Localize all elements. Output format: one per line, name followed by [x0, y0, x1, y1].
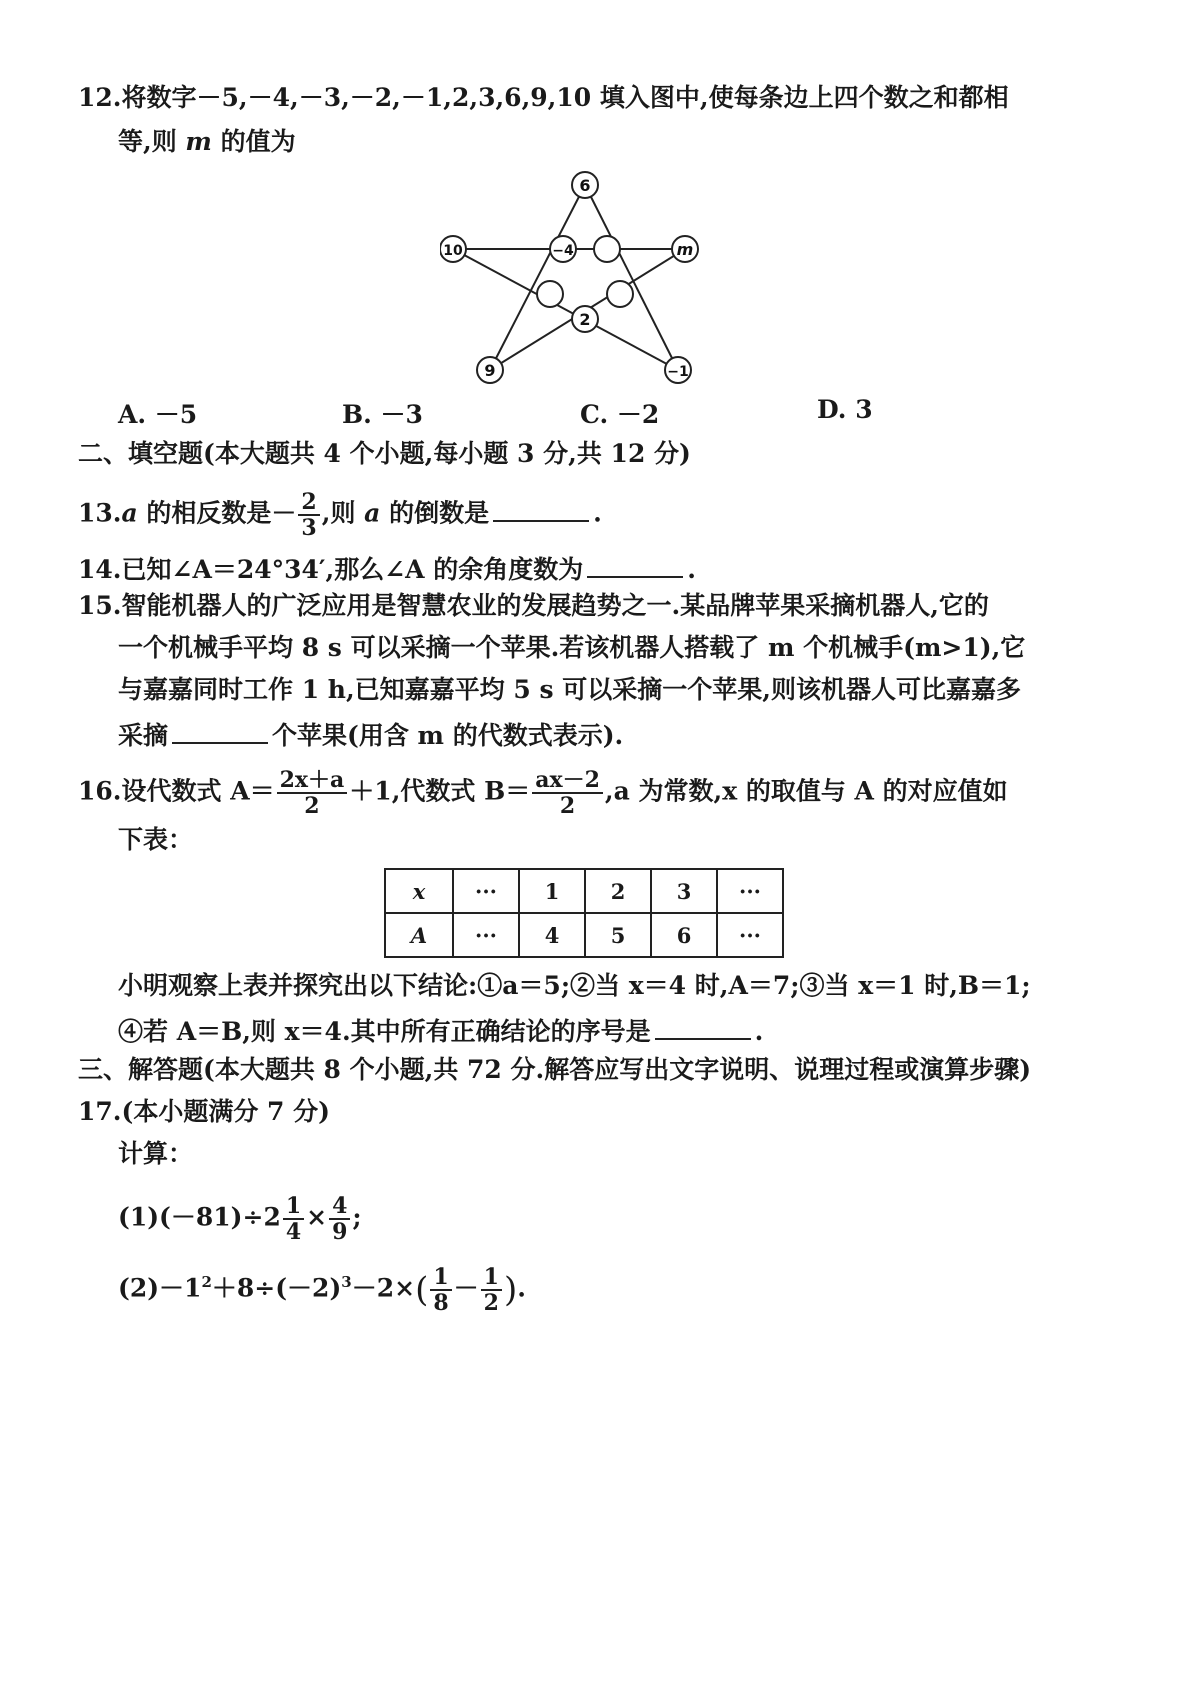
label-inner-bottom: 2 [579, 310, 591, 329]
q16-pre: 16.设代数式 A＝ [78, 776, 275, 806]
q16-fraction-a [277, 768, 348, 818]
section3-title: 三、解答题(本大题共 8 个小题,共 72 分.解答应写出文字说明、说理过程或演算步骤) [78, 1055, 1032, 1084]
q12-line2-pre: 等,则 [118, 127, 186, 156]
q13-text1: 的相反数是－ [137, 498, 297, 528]
q12-line2-post: 的值为 [211, 127, 296, 156]
q13-var-a: a [121, 498, 138, 528]
q17-p2-exp1: 2 [201, 1273, 212, 1291]
q13-var-a2: a [364, 498, 381, 528]
q17-p1-end: ; [352, 1202, 362, 1232]
q12-option-c: C. －2 [580, 400, 660, 429]
table-cell: 1 [519, 869, 585, 913]
q17-p1-frac1 [283, 1194, 304, 1244]
q13-answer-blank[interactable] [493, 492, 589, 522]
q16-line4-end: . [754, 1017, 764, 1046]
section2-title: 二、填空题(本大题共 4 个小题,每小题 3 分,共 12 分) [78, 439, 691, 468]
table-row-x [385, 869, 783, 913]
q15-line4-pre: 采摘 [118, 721, 169, 750]
star-diagram [440, 165, 730, 395]
q17-p2-pre: (2)－1 [118, 1273, 202, 1303]
circle-inner-left [537, 281, 563, 307]
q17-p1-frac2 [329, 1194, 350, 1244]
q17-p1-f1-num: 1 [283, 1194, 304, 1220]
q14 [78, 548, 696, 588]
table-cell: x [385, 869, 453, 913]
q13-text3: 的倒数是 [380, 498, 490, 528]
q13 [78, 490, 602, 540]
left-paren: ( [415, 1269, 429, 1310]
q17-p2-exp2: 3 [341, 1273, 352, 1291]
q15-line4 [118, 714, 623, 754]
q17-p1-times: × [306, 1202, 328, 1232]
q16-value-table [384, 868, 784, 958]
label-bottom-left: 9 [484, 361, 496, 380]
q13-number: 13. [78, 498, 122, 528]
table-cell: 4 [519, 913, 585, 957]
q17-p2-f1-den: 8 [433, 1289, 449, 1316]
q17-p2-minus: － [453, 1273, 479, 1303]
label-bottom-right: −1 [667, 364, 689, 380]
circle-inner-right [607, 281, 633, 307]
table-cell: 5 [585, 913, 651, 957]
label-top: 6 [579, 176, 591, 195]
right-paren: ) [503, 1269, 518, 1310]
table-cell: 2 [585, 869, 651, 913]
table-cell: 6 [651, 913, 717, 957]
table-cell: A [385, 913, 453, 957]
q17-p2-frac1 [430, 1265, 451, 1315]
q17-p1-f2-den: 9 [332, 1219, 348, 1245]
q16-mid: ＋1,代数式 B＝ [349, 776, 531, 806]
label-left: 10 [443, 243, 463, 259]
q16-answer-blank[interactable] [655, 1010, 751, 1040]
q12-option-d: D. 3 [817, 395, 873, 424]
q16-fraction-b [532, 768, 603, 818]
q17-p2-f1-num: 1 [430, 1265, 451, 1291]
table-row-a [385, 913, 783, 957]
q15-line2: 一个机械手平均 8 s 可以采摘一个苹果.若该机器人搭载了 m 个机械手(m>1),它 [118, 633, 1026, 662]
q17-p1-pre: (1)(－81)÷2 [118, 1202, 281, 1232]
q17-p1-f2-num: 4 [329, 1194, 350, 1220]
q15-line3: 与嘉嘉同时工作 1 h,已知嘉嘉平均 5 s 可以采摘一个苹果,则该机器人可比嘉嘉多 [118, 675, 1021, 704]
table-cell: ··· [453, 913, 519, 957]
star-edge-top-bottomright [585, 185, 678, 370]
q17-p2-mid: ＋8÷(－2) [211, 1273, 342, 1303]
q12-option-b: B. －3 [342, 400, 423, 429]
q16-post: ,a 为常数,x 的取值与 A 的对应值如 [604, 776, 1008, 806]
q15-line1: 15.智能机器人的广泛应用是智慧农业的发展趋势之一.某品牌苹果采摘机器人,它的 [78, 591, 989, 620]
q16-line3: 小明观察上表并探究出以下结论:①a＝5;②当 x＝4 时,A＝7;③当 x＝1 时,B＝1; [118, 971, 1031, 1000]
q12-option-a: A. －5 [118, 400, 198, 429]
q17-p2-f2-num: 1 [481, 1265, 502, 1291]
q13-frac-den: 3 [301, 515, 317, 541]
q17-title: 17.(本小题满分 7 分) [78, 1097, 330, 1126]
q16-line4-pre: ④若 A＝B,则 x＝4.其中所有正确结论的序号是 [118, 1017, 651, 1046]
q15-line4-post: 个苹果(用含 m 的代数式表示). [272, 721, 624, 750]
table-cell: ··· [717, 869, 783, 913]
q12-var-m: m [185, 127, 212, 156]
q17-p2-frac2 [481, 1265, 502, 1315]
q15-answer-blank[interactable] [172, 714, 268, 744]
q16-line2: 下表： [118, 825, 194, 854]
q17-p1-f1-den: 4 [285, 1219, 302, 1245]
circle-inner-top-right [594, 236, 620, 262]
q16-a-den: 2 [304, 793, 320, 819]
q14-answer-blank[interactable] [587, 548, 683, 578]
q17-part2 [118, 1264, 526, 1315]
q17-part1 [118, 1194, 362, 1244]
q13-end: . [593, 498, 602, 528]
q12-line1: 12.将数字－5,－4,－3,－2,－1,2,3,6,9,10 填入图中,使每条边上四个数之和都相 [78, 83, 1009, 112]
q13-fraction [298, 490, 319, 540]
q17-p2-f2-den: 2 [483, 1289, 499, 1316]
q16-a-num: 2x＋a [277, 768, 348, 794]
table-cell: ··· [453, 869, 519, 913]
q16-b-num: ax－2 [532, 768, 603, 794]
label-right: m [676, 240, 694, 259]
q16-line4 [118, 1010, 763, 1050]
q12-line2 [118, 124, 296, 160]
table-cell: 3 [651, 869, 717, 913]
q13-frac-num: 2 [298, 490, 319, 516]
star-edge-bottomright-left [453, 249, 678, 370]
q17-instruction: 计算： [118, 1139, 194, 1168]
q14-text: 14.已知∠A＝24°34′,那么∠A 的余角度数为 [78, 555, 584, 584]
q13-text2: ,则 [321, 498, 365, 528]
q14-end: . [687, 555, 696, 584]
q16-line1 [78, 768, 1008, 818]
label-inner-top-left: −4 [552, 243, 574, 259]
q16-b-den: 2 [559, 793, 576, 819]
q17-p2-end: . [517, 1273, 526, 1303]
table-cell: ··· [717, 913, 783, 957]
q17-p2-mid2: －2× [351, 1273, 416, 1303]
